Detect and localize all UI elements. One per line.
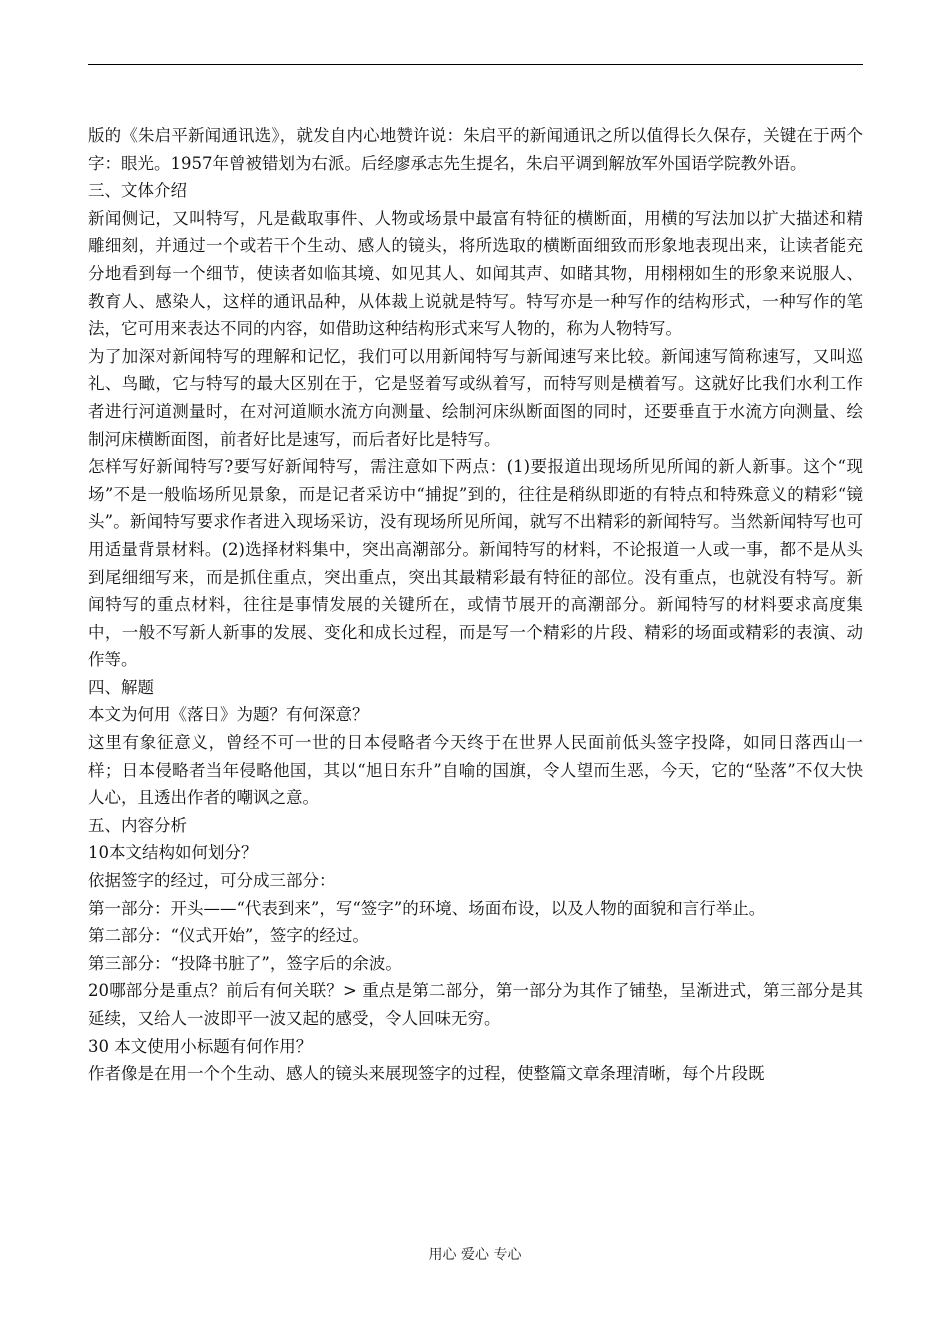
- answer-1-intro: 依据签字的经过，可分成三部分：: [88, 871, 336, 891]
- page-footer: 用心 爱心 专心: [428, 1247, 522, 1263]
- paragraph-comparison: 为了加深对新闻特写的理解和记忆，我们可以用新闻特写与新闻速写来比较。新闻速写简称速写，又叫巡礼、鸟瞰，它与特写的最大区别在于，它是竖着写或纵着写，而特写则是横着写。这就好比我们水利工作者进行河道测量时，在对河道顺水流方向测量、绘制河床纵断面图的同时，还要垂直于水流方向测量、绘制河床横断面图，前者好比是速写，而后者好比是特写。: [88, 346, 863, 449]
- answer-3: 作者像是在用一个个生动、感人的镜头来展现签字的过程，使整篇文章条理清晰，每个片段既: [88, 1064, 765, 1084]
- question-title: 本文为何用《落日》为题？有何深意？: [88, 705, 369, 725]
- paragraph-how-to-write: 怎样写好新闻特写?要写好新闻特写，需注意如下两点：(1)要报道出现场所见所闻的新人新事。这个“现场”不是一般临场所见景象，而是记者采访中“捕捉”到的，往往是稍纵即逝的有特点和特殊意义的精彩“镜头”。新闻特写要求作者进入现场采访，没有现场所见所闻，就写不出精彩的新闻特写。当然新闻特写也可用适量背景材料。(2)选择材料集中，突出高潮部分。新闻特写的材料，不论报道一人或一事，都不是从头到尾细细写来，而是抓住重点，突出重点，突出其最精彩最有特征的部位。没有重点，也就没有特写。新闻特写的重点材料，往往是事情发展的关键所在，或情节展开的高潮部分。新闻特写的材料要求高度集中，一般不写新人新事的发展、变化和成长过程，而是写一个精彩的片段、精彩的场面或精彩的表演、动作等。: [88, 457, 863, 670]
- section-heading-3: 三、文体介绍: [88, 181, 187, 201]
- answer-title: 这里有象征意义，曾经不可一世的日本侵略者今天终于在世界人民面前低头签字投降，如同日落西山一样；日本侵略者当年侵略他国，其以“旭日东升”自喻的国旗，令人望而生恶，今天，它的“坠落”不仅大快人心，且透出作者的嘲讽之意。: [88, 733, 863, 808]
- header-rule: [88, 64, 863, 65]
- answer-1-part-1: 第一部分：开头——“代表到来”，写“签字”的环境、场面布设，以及人物的面貌和言行举止。: [88, 898, 766, 918]
- question-1: 10本文结构如何划分？: [88, 843, 258, 863]
- paragraph-1: 版的《朱启平新闻通讯选》，就发自内心地赞许说：朱启平的新闻通讯之所以值得长久保存，关键在于两个字：眼光。1957年曾被错划为右派。后经廖承志先生提名，朱启平调到解放军外国语学院教外语。: [88, 126, 863, 173]
- answer-1-part-3: 第三部分：“投降书脏了”，签字后的余波。: [88, 953, 402, 973]
- question-2: 20哪部分是重点？前后有何关联？> 重点是第二部分，第一部分为其作了铺垫，呈渐进式，第三部分是其延续，又给人一波即平一波又起的感受，令人回味无穷。: [88, 981, 863, 1028]
- section-heading-4: 四、解题: [88, 677, 154, 697]
- section-heading-5: 五、内容分析: [88, 815, 187, 835]
- document-body: [88, 122, 863, 1088]
- paragraph-genre-intro: 新闻侧记，又叫特写，凡是截取事件、人物或场景中最富有特征的横断面，用横的写法加以扩大描述和精雕细刻，并通过一个或若干个生动、感人的镜头，将所选取的横断面细致而形象地表现出来，让读者能充分地看到每一个细节，使读者如临其境、如见其人、如闻其声、如睹其物，用栩栩如生的形象来说服人、教育人、感染人，这样的通讯品种，从体裁上说就是特写。特写亦是一种写作的结构形式，一种写作的笔法，它可用来表达不同的内容，如借助这种结构形式来写人物的，称为人物特写。: [88, 208, 863, 339]
- question-3: 30 本文使用小标题有何作用？: [88, 1036, 313, 1056]
- answer-1-part-2: 第二部分：“仪式开始”，签字的经过。: [88, 926, 369, 946]
